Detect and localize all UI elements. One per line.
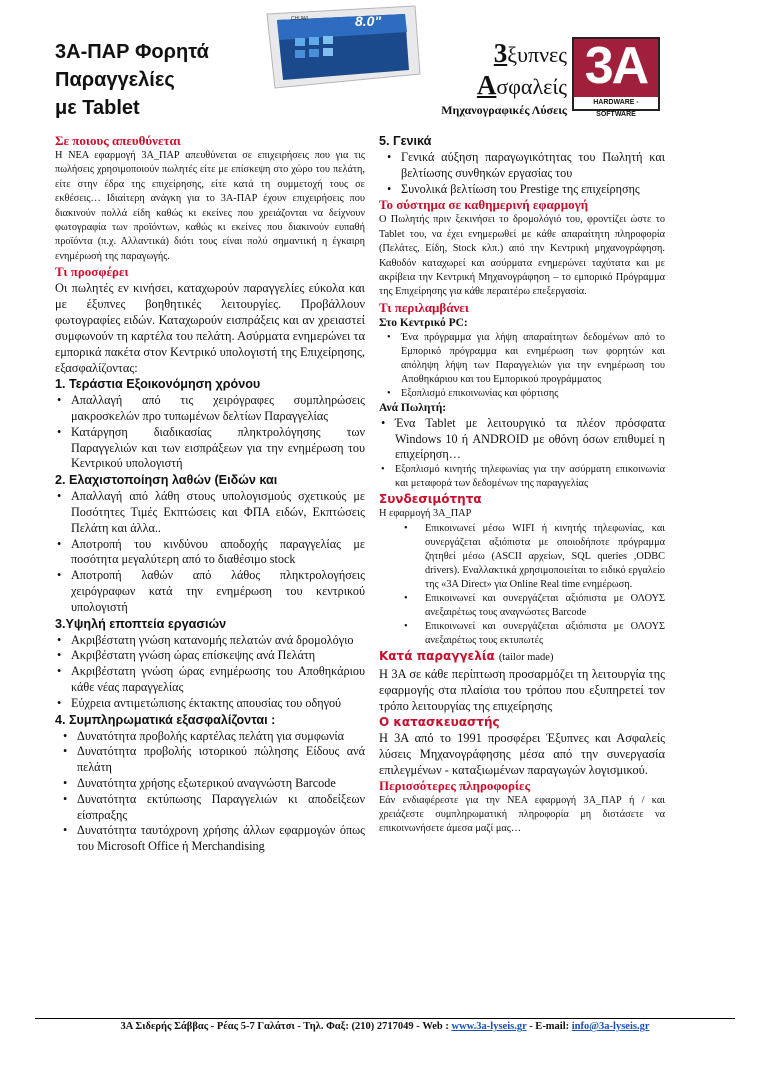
paragraph: Εάν ενδιαφέρεστε για την ΝΕΑ εφαρμογή 3Α_ΠΑΡ ή / και χρειάζεστε συμπληρωματική πληροφορία μη διστάσετε να επικοινωνήσετε άμεσα μαζί μας… [379,794,665,835]
right-column [379,133,665,837]
heading-text: Κατά παραγγελία [379,648,495,663]
bullet-list [55,489,365,615]
paragraph: Οι πωλητές εν κινήσει, καταχωρούν παραγγελίες εύκολα και με έξυπνες βοηθητικές λειτουργίες. Προβάλλουν φωτογραφίες ειδών. Καταχωρούν εισπράξεις και αν χρειαστεί συμφωνούν τη καρτέλα του πελάτη. Ασύρματα ενημερώνει τα εμπορικά πακέτα στον Κεντρικό υπολογιστή της Επιχείρησης, εξασφαλίζοντας: [55,281,365,376]
numbered-heading: 3.Υψηλή εποπτεία εργασιών [55,616,227,631]
bullet-list [379,522,665,648]
section-heading: Τι προσφέρει [55,264,129,280]
list-item: • Εξοπλισμό επικοινωνίας και φόρτισης [385,387,665,401]
left-column [55,133,365,855]
list-item: • Δυνατότητα προβολής ιστορικού πώλησης Είδους ανά πελάτη [61,744,365,776]
list-item: • Ένα Tablet με λειτουργικό τα πλέον πρόσφατα Windows 10 ή ANDROID με οθόνη όσων επιθυμεί η επιχείρηση… [379,416,665,463]
section-heading [379,648,665,666]
paragraph: Η 3Α σε κάθε περίπτωση προσαρμόζει τη λειτουργία της εφαρμογής στα πλαίσια του τρόπου που εξυπηρετεί τον τρόπο λειτουργίας της επιχείρησης [379,666,665,713]
tablet-size-label: 8.0" [355,13,382,29]
bullet-list [379,150,665,197]
numbered-heading: 5. Γενικά [379,134,432,148]
bullet-list [55,729,365,855]
logo-mark: 3A [584,37,648,95]
list-item: • Συνολικά βελτίωση του Prestige της επιχείρησης [385,182,665,198]
numbered-heading: 2. Ελαχιστοποίηση λαθών (Ειδών και [55,473,278,488]
list-item: • Ακριβέστατη γνώση ώρας ενημέρωσης του Αποθηκάριου κάθε νέας παραγγελίας [55,664,365,696]
numbered-heading: 4. Συμπληρωματικά εξασφαλίζονται : [55,712,276,727]
list-item: • Δυνατότητα προβολής καρτέλας πελάτη για συμφωνία [61,729,365,745]
footer-address: 3Α Σιδερής Σάββας - Ρέας 5-7 Γαλάτσι - Τηλ. Φαξ: (210) 2717049 - Web : [120,1021,449,1032]
list-item: • Ένα πρόγραμμα για λήψη απαραίτητων δεδομένων από το Εμπορικό πρόγραμμα και ενημέρωση των φορητών και απόληψη λήψη των Παραγγελιών για την ενημέρωση του Αποθηκάριου και του Εμπορικού προγράμματος [385,331,665,387]
brand-word: σφαλείς [496,74,567,99]
footer [35,1018,735,1032]
list-item: • Επικοινωνεί και συνεργάζεται αξιόπιστα με ΟΛΟΥΣ ανεξαιρέτως τους εκτυπωτές [379,620,665,648]
logo-band: HARDWARE - SOFTWARE [574,97,658,109]
list-item: • Εξοπλισμό κινητής τηλεφωνίας για την ασύρματη επικοινωνία και μεταφορά των δεδομένων της παραγγελίας [379,463,665,491]
title-line: Παραγγελίες [55,69,175,91]
list-item: • Εύχρεια αντιμετώπισης έκτακτης απουσίας του οδηγού [55,696,365,712]
paragraph: Η ΝΕΑ εφαρμογή 3Α_ΠΑΡ απευθύνεται σε επιχειρήσεις που για τις πωλήσεις χρησιμοποιούν πωλητές είτε με επίσκεψη στο χώρο του πελάτη, είτε στην έδρα της επιχείρησης, είτε κατά τη συμμετοχή τους σε εκθέσεις… Ιδιαίτερη ανάγκη για το 3Α-ΠΑΡ έχουν επιχειρήσεις που διακινούν πολλά είδη καθώς κι εκείνες που χρειάζονται να δείχνουν φωτογραφία των προϊόντων, καθώς κι εκείνες που διακινούν ευπαθή προϊόντα (π.χ. Αλλαντικά) διότι τους είναι πολύ σημαντική η έγκαιρη ενημέρωσή της παραγωγής. [55,150,365,262]
tablet-image [255,4,425,90]
list-item: • Απαλλαγή από τις χειρόγραφες συμπληρώσεις μακροσκελών προ τυπωμένων δελτίων Παραγγελίας [55,393,365,425]
heading-note: (tailor made) [498,651,554,663]
bullet-list [55,633,365,712]
section-heading: Τι περιλαμβάνει [379,299,469,315]
list-item: • Δυνατότητα χρήσης εξωτερικού αναγνώστη Barcode [61,776,365,792]
paragraph: Η 3Α από το 1991 προσφέρει Έξυπνες και Ασφαλείς λύσεις Μηχανογράφησης μέσα από την συνεργασία επιλεγμένων - καταξιωμένων παραγωγών λογισμικού. [379,730,665,777]
brand-initial: 3 [493,38,508,68]
paragraph: Ο Πωλητής πριν ξεκινήσει το δρομολόγιό του, φροντίζει ώστε το Tablet του, να έχει ενημερωθεί με κάθε απαραίτητη πληροφορία (Πελάτες, Είδη, Stock κλπ.) από την Κεντρική μηχανογράφηση. Καθοδόν καταχωρεί και ασύρματα ενημερώνει ταχύτατα και με ακρίβεια την Κεντρική Μηχανογράφηση – το εμπορικό Πρόγραμμα της Επιχείρησης για κάθε περαιτέρω επεξεργασία. [379,214,665,298]
brand-subtitle: Μηχανογραφικές Λύσεις [441,103,567,117]
list-item: • Δυνατότητα ταυτόχρονη χρήσης άλλων εφαρμογών όπως του Microsoft Office ή Merchandising [61,823,365,855]
email-link[interactable]: info@3a-lyseis.gr [571,1021,650,1032]
list-item: • Γενικά αύξηση παραγωγικότητας του Πωλητή και βελτίωσης συνθηκών εργασίας του [385,150,665,182]
subheading: Στο Κεντρικό PC: [379,316,468,329]
title-line: 3A-ΠΑΡ Φορητά [55,41,209,63]
section-heading: Περισσότερες πληροφορίες [379,777,531,793]
list-item: • Ακριβέστατη γνώση κατανομής πελατών ανά δρομολόγιο [55,633,365,649]
section-heading: Σε ποιους απευθύνεται [55,133,181,148]
list-item: • Κατάργηση διαδικασίας πληκτρολόγησης των Παραγγελιών και των εισπράξεων για την ενημέρωση του Κεντρικού υπολογιστή [55,425,365,472]
section-heading: Συνδεσιμότητα [379,492,482,507]
brand-tagline [405,38,567,118]
list-item: • Ακριβέστατη γνώση ώρας επίσκεψης ανά Πελάτη [55,648,365,664]
bullet-list [379,331,665,401]
list-item: • Απαλλαγή από λάθη στους υπολογισμούς σχετικούς με Ποσότητες Τιμές Εκπτώσεις και ΦΠΑ ειδών, Εκπτώσεις Πελάτη και άλλα.. [55,489,365,536]
list-item: • Αποτροπή του κινδύνου αποδοχής παραγγελίας με ποσότητα μεγαλύτερη από το διαθέσιμο stock [55,537,365,569]
bullet-list [379,416,665,491]
brand-initial: Α [476,70,497,100]
bullet-list [55,393,365,472]
subheading: Ανά Πωλητή: [379,401,447,414]
numbered-heading: 1. Τεράστια Εξοικονόμηση χρόνου [55,377,261,392]
page-title [55,38,285,122]
list-item: • Δυνατότητα εκτύπωσης Παραγγελιών κι αποδείξεων είσπραξης [61,792,365,824]
list-item: • Επικοινωνεί μέσω WIFI ή κινητής τηλεφωνίας, και συνεργάζεται αξιόπιστα με οποιοδήποτε πρόγραμμα ζητηθεί μέσω (ASCII αρχείων, SQL queries ,ODBC drivers). Εναλλακτικά χρησιμοποιείται το ειδικό εργαλείο της «3Α Direct» για Online Real time ενημέρωση. [379,522,665,592]
list-item: • Επικοινωνεί και συνεργάζεται αξιόπιστα με ΟΛΟΥΣ ανεξαιρέτως τους αναγνώστες Barcode [379,592,665,620]
brand-word: ξυπνες [507,42,567,67]
company-logo [572,37,660,118]
website-link[interactable]: www.3a-lyseis.gr [451,1021,527,1032]
list-item: • Αποτροπή λαθών από λάθος πληκτρολογήσεις χειρόγραφων κατά την ενημέρωση του κεντρικού υπολογιστή [55,568,365,615]
tablet-brand-label: CHUWI [291,16,308,22]
section-heading: Ο κατασκευαστής [379,714,500,729]
title-line: με Tablet [55,97,140,119]
email-label: - E-mail: [529,1021,570,1032]
paragraph: Η εφαρμογή 3Α_ΠΑΡ [379,508,472,520]
section-heading: Το σύστημα σε καθημερινή εφαρμογή [379,197,589,213]
